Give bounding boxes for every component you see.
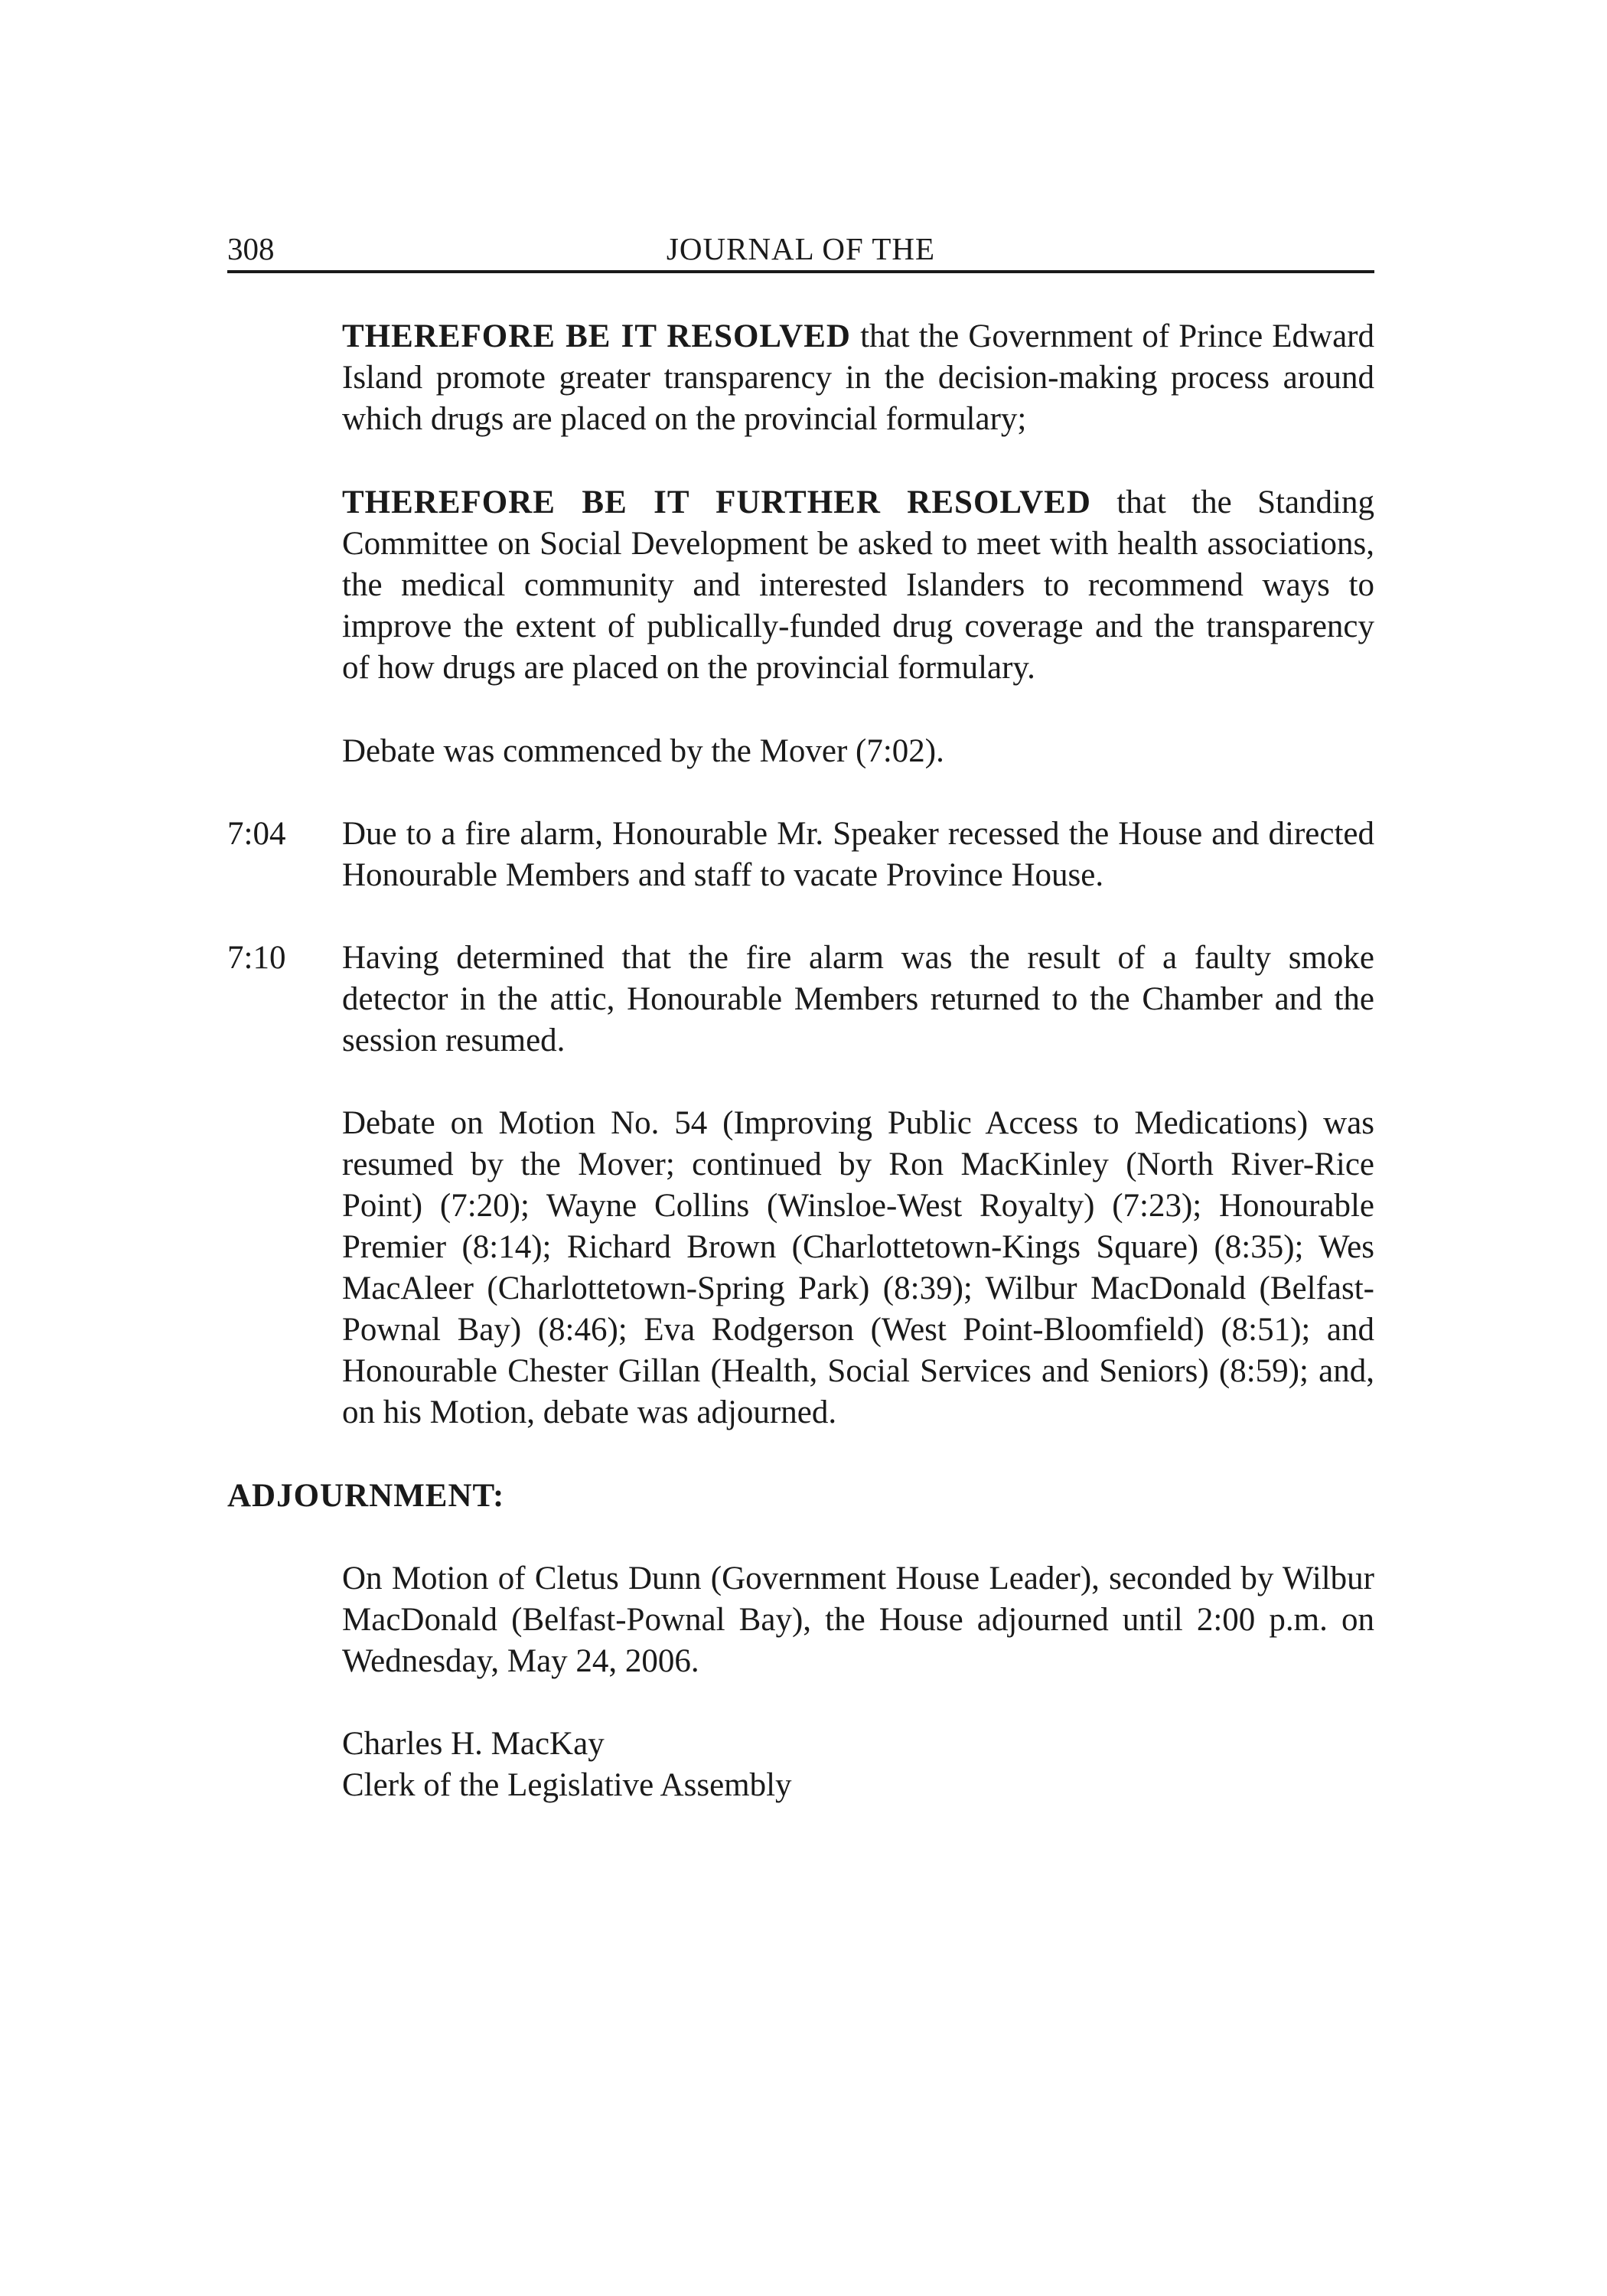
entry-text: Having determined that the fire alarm was the result of a faulty smoke detector in the attic, Honourable Members returned to the Chamber and the session resumed. (342, 940, 1374, 1058)
page-number: 308 (227, 231, 275, 266)
adjournment-heading: ADJOURNMENT: (227, 1478, 505, 1514)
resolution-lead-1: THEREFORE BE IT RESOLVED (342, 318, 851, 354)
debate-commenced: Debate was commenced by the Mover (7:02). (342, 733, 944, 769)
resolution-text-2: that the Standing Committee on Social Development be asked to meet with health associations, the medical community and interested Islanders to recommend ways to improve the extent of publically-funded drug coverage and the transparency of how drugs are placed on the provincial formulary. (342, 484, 1374, 686)
resolution-text-1: that the Government of Prince Edward Island promote greater transparency in the decision-making process around which drugs are placed on the provincial formulary; (342, 318, 1374, 437)
entry-text: Due to a fire alarm, Honourable Mr. Speaker recessed the House and directed Honourable Members and staff to vacate Province House. (342, 816, 1374, 893)
entry-time: 7:04 (227, 816, 286, 852)
resolution-paragraph-1 (342, 316, 1374, 440)
running-head: JOURNAL OF THE (666, 231, 936, 266)
resolution-paragraph-2 (342, 482, 1374, 689)
signature-name: Charles H. MacKay (342, 1726, 605, 1762)
adjournment-text: On Motion of Cletus Dunn (Government House Leader), seconded by Wilbur MacDonald (Belfast-Pownal Bay), the House adjourned until 2:00 p.m. on Wednesday, May 24, 2006. (342, 1561, 1374, 1679)
debate-resumed: Debate on Motion No. 54 (Improving Public Access to Medications) was resumed by the Mover; continued by Ron MacKinley (North River-Rice Point) (7:20); Wayne Collins (Winsloe-West Royalty) (7:23); Honourable Premier (8:14); Richard Brown (Charlottetown-Kings Square) (8:35); Wes MacAleer (Charlottetown-Spring Park) (8:39); Wilbur MacDonald (Belfast-Pownal Bay) (8:46); Eva Rodgerson (West Point-Bloomfield) (8:51); and Honourable Chester Gillan (Health, Social Services and Seniors) (8:59); and, on his Motion, debate was adjourned. (342, 1105, 1374, 1430)
signature-title: Clerk of the Legislative Assembly (342, 1767, 792, 1803)
page-header (227, 227, 1374, 273)
resolution-lead-2: THEREFORE BE IT FURTHER RESOLVED (342, 484, 1091, 520)
entry-time: 7:10 (227, 940, 286, 976)
